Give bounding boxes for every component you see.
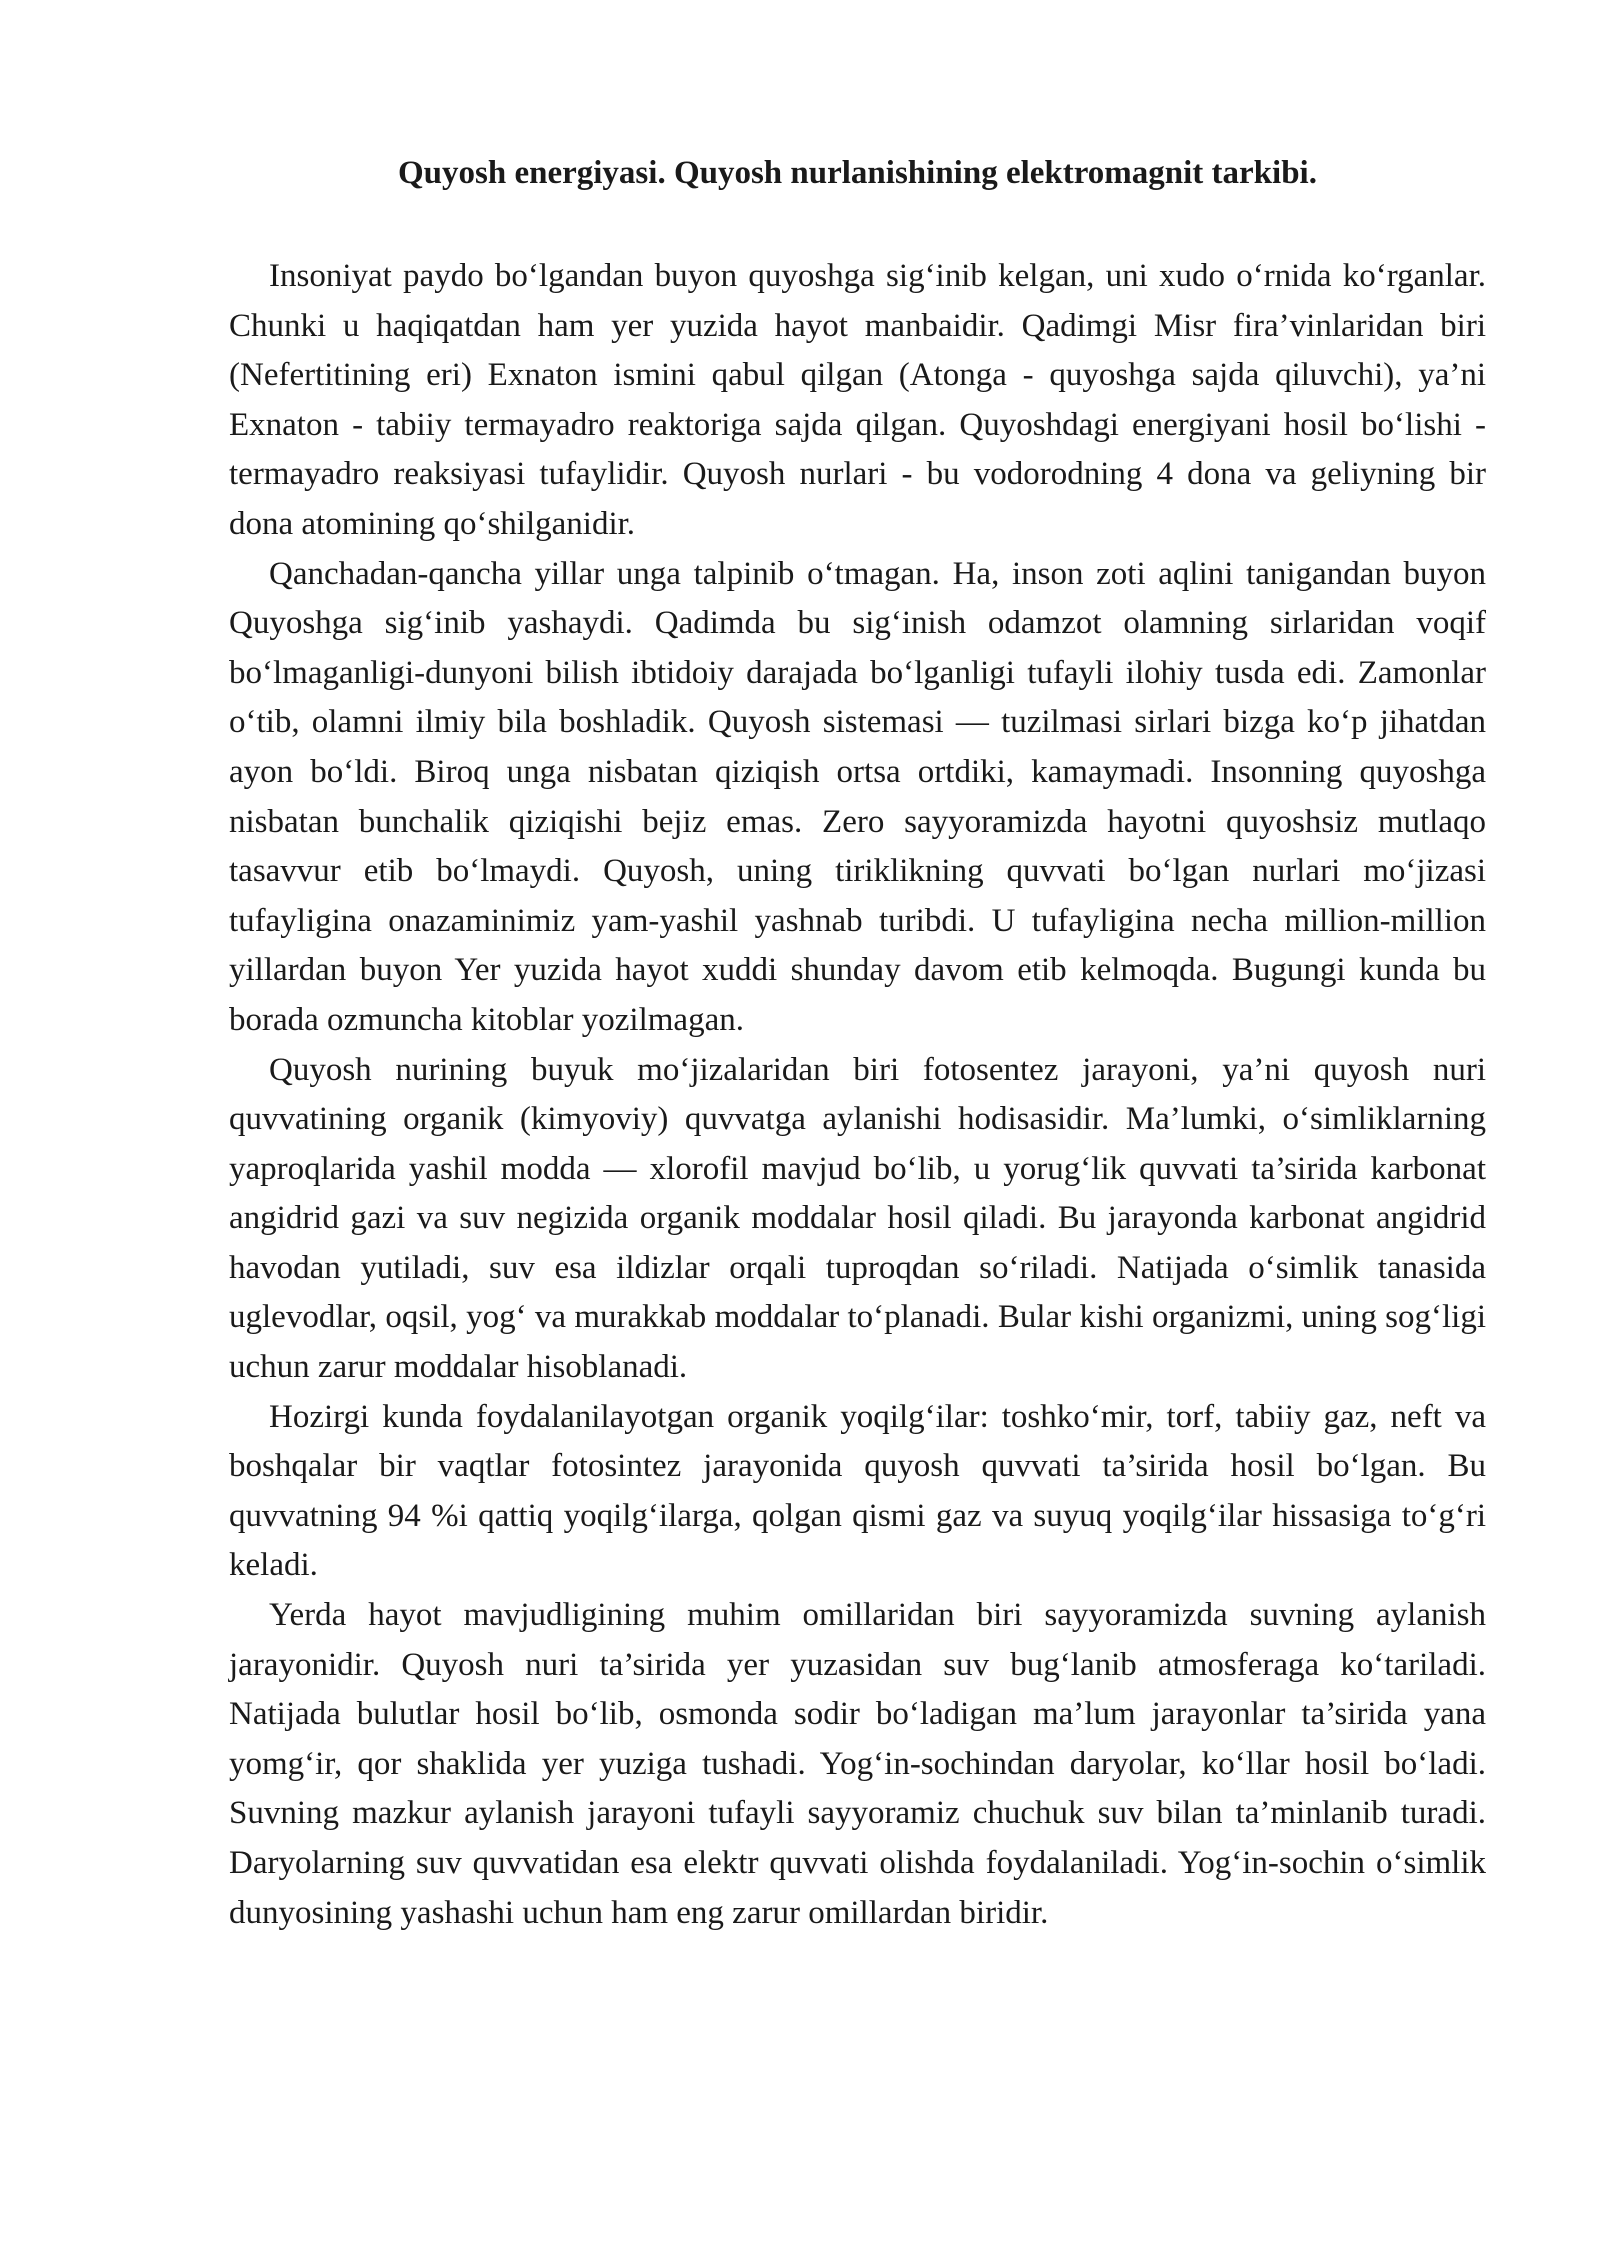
paragraph-1: Insoniyat paydo bo‘lgandan buyon quyoshga sig‘inib kelgan, uni xudo o‘rnida ko‘rganlar. Chunki u haqiqatdan ham yer yuzida hayot manbaidir. Qadimgi Misr fira’vinlaridan biri (Nefertitining eri) Exnaton ismini qabul qilgan (Atonga - quyoshga sajda qiluvchi), ya’ni Exnaton - tabiiy termayadro reaktoriga sajda qilgan. Quyoshdagi energiyani hosil bo‘lishi - termayadro reaksiyasi tufaylidir. Quyosh nurlari - bu vodorodning 4 dona va geliyning bir dona atomining qo‘shilganidir. [229, 258, 1486, 542]
paragraph-3: Quyosh nurining buyuk mo‘jizalaridan biri fotosentez jarayoni, ya’ni quyosh nuri quvvatining organik (kimyoviy) quvvatga aylanishi hodisasidir. Ma’lumki, o‘simliklarning yaproqlarida yashil modda — xlorofil mavjud bo‘lib, u yorug‘lik quvvati ta’sirida karbonat angidrid gazi va suv negizida organik moddalar hosil qiladi. Bu jarayonda karbonat angidrid havodan yutiladi, suv esa ildizlar orqali tuproqdan so‘riladi. Natijada o‘simlik tanasida uglevodlar, oqsil, yog‘ va murakkab moddalar to‘planadi. Bular kishi organizmi, uning sog‘ligi uchun zarur moddalar hisoblanadi. [229, 1051, 1486, 1386]
document-body [229, 143, 1486, 1938]
paragraph-5: Yerda hayot mavjudligining muhim omillaridan biri sayyoramizda suvning aylanish jarayonidir. Quyosh nuri ta’sirida yer yuzasidan suv bug‘lanib atmosferaga ko‘tariladi. Natijada bulutlar hosil bo‘lib, osmonda sodir bo‘ladigan ma’lum jarayonlar ta’sirida yana yomg‘ir, qor shaklida yer yuziga tushadi. Yog‘in-sochindan daryolar, ko‘llar hosil bo‘ladi. Suvning mazkur aylanish jarayoni tufayli sayyoramiz chuchuk suv bilan ta’minlanib turadi. Daryolarning suv quvvatidan esa elektr quvvati olishda foydalaniladi. Yog‘in-sochin o‘simlik dunyosining yashashi uchun ham eng zarur omillardan biridir. [229, 1597, 1486, 1931]
page-title: Quyosh energiyasi. Quyosh nurlanishining elektromagnit tarkibi. [398, 155, 1317, 191]
paragraph-2: Qanchadan-qancha yillar unga talpinib o‘tmagan. Ha, inson zoti aqlini tanigandan buyon Quyoshga sig‘inib yashaydi. Qadimda bu sig‘inish odamzot olamning sirlaridan voqif bo‘lmaganligi-dunyoni bilish ibtidoiy darajada bo‘lganligi tufayli ilohiy tusda edi. Zamonlar o‘tib, olamni ilmiy bila boshladik. Quyosh sistemasi — tuzilmasi sirlari bizga ko‘p jihatdan ayon bo‘ldi. Biroq unga nisbatan qiziqish ortsa ortdiki, kamaymadi. Insonning quyoshga nisbatan bunchalik qiziqishi bejiz emas. Zero sayyoramizda hayotni quyoshsiz mutlaqo tasavvur etib bo‘lmaydi. Quyosh, uning tiriklikning quvvati bo‘lgan nurlari mo‘jizasi tufayligina onazaminimiz yam-yashil yashnab turibdi. U tufayligina necha million-million yillardan buyon Yer yuzida hayot xuddi shunday davom etib kelmoqda. Bugungi kunda bu borada ozmuncha kitoblar yozilmagan. [229, 555, 1486, 1038]
paragraph-4: Hozirgi kunda foydalanilayotgan organik yoqilg‘ilar: toshko‘mir, torf, tabiiy gaz, neft va boshqalar bir vaqtlar fotosintez jarayonida quyosh quvvati ta’sirida hosil bo‘lgan. Bu quvvatning 94 %i qattiq yoqilg‘ilarga, qolgan qismi gaz va suyuq yoqilg‘ilar hissasiga to‘g‘ri keladi. [229, 1398, 1486, 1584]
